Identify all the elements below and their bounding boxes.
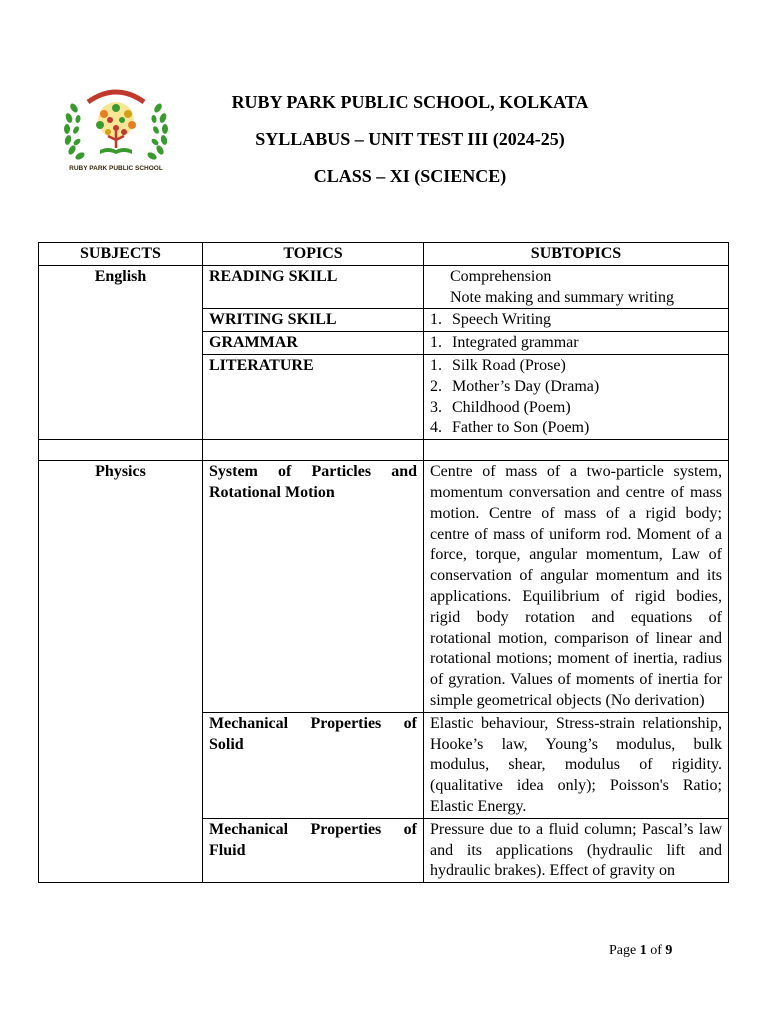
list-number: 1. (430, 311, 442, 329)
of-word: of (650, 943, 662, 958)
list-item: Note making and summary writing (450, 288, 674, 306)
subtopics-mechanical-properties-fluid: Pressure due to a fluid column; Pascal’s law and its applications (hydraulic lift and hydraulic brakes). Effect of gravity on (424, 818, 729, 882)
topic-mechanical-properties-solid: Mechanical Properties of Solid (203, 712, 424, 818)
list-text: Mother’s Day (Drama) (452, 377, 600, 395)
list-item: Comprehension (450, 267, 552, 285)
page-current: 1 (639, 943, 647, 958)
table-row (39, 461, 729, 713)
page-word: Page (609, 943, 637, 958)
list-item (430, 333, 722, 354)
school-name: RUBY PARK PUBLIC SCHOOL, KOLKATA (231, 92, 589, 112)
list-text: Speech Writing (452, 311, 552, 329)
list-text: Childhood (Poem) (452, 398, 571, 416)
empty-cell (203, 440, 424, 461)
list-item (430, 310, 722, 331)
subtopics-grammar (424, 332, 729, 355)
list-number: 1. (430, 334, 442, 352)
topic-grammar: GRAMMAR (203, 332, 424, 355)
list-item (430, 418, 722, 439)
header-subjects: SUBJECTS (39, 243, 203, 266)
school-logo (58, 80, 174, 180)
list-number: 2. (430, 377, 442, 395)
list-number: 1. (430, 356, 442, 374)
list-text: Integrated grammar (452, 334, 579, 352)
subtopics-rotational-motion: Centre of mass of a two-particle system, momentum conversation and centre of mass motion. Centre of mass of a rigid body; centre of mass of uniform rod. Moment of a force, torque, angular momentum, Law of conservation of angular momentum and its applications. Equilibrium of rigid bodies, rigid body rotation and equations of rotational motion, comparison of linear and rotational motions; moment of inertia, radius of gyration. Values of moments of inertia for simple geometrical objects (No derivation) (424, 461, 729, 713)
header-subtopics: SUBTOPICS (424, 243, 729, 266)
list-number: 3. (430, 398, 442, 416)
subject-english: English (39, 265, 203, 439)
logo-school-name: RUBY PARK PUBLIC SCHOOL (69, 165, 163, 172)
empty-cell (424, 440, 729, 461)
topic-literature: LITERATURE (203, 354, 424, 439)
list-item (430, 356, 722, 377)
list-text: Father to Son (Poem) (452, 419, 590, 437)
empty-row (39, 440, 729, 461)
topic-reading-skill: READING SKILL (203, 265, 424, 309)
list-number: 4. (430, 419, 442, 437)
topic-mechanical-properties-fluid: Mechanical Properties of Fluid (203, 818, 424, 882)
table-row (39, 265, 729, 309)
class-title: CLASS – XI (SCIENCE) (313, 166, 507, 186)
topic-writing-skill: WRITING SKILL (203, 309, 424, 332)
document-header (190, 92, 630, 203)
subject-physics: Physics (39, 461, 203, 883)
topic-rotational-motion: System of Particles and Rotational Motion (203, 461, 424, 713)
list-text: Silk Road (Prose) (452, 356, 566, 374)
header-topics: TOPICS (203, 243, 424, 266)
list-item (430, 377, 722, 398)
subtopics-mechanical-properties-solid: Elastic behaviour, Stress-strain relationship, Hooke’s law, Young’s modulus, bulk modulus, shear, modulus of rigidity. (qualitative idea only); Poisson's Ratio; Elastic Energy. (424, 712, 729, 818)
page-total: 9 (665, 943, 673, 958)
table-header-row (39, 243, 729, 266)
syllabus-table (38, 242, 729, 883)
syllabus-title: SYLLABUS – UNIT TEST III (2024-25) (255, 129, 565, 149)
list-item (430, 398, 722, 419)
subtopics-literature (424, 354, 729, 439)
page-number (609, 943, 672, 959)
empty-cell (39, 440, 203, 461)
subtopics-writing-skill (424, 309, 729, 332)
subtopics-reading-skill (424, 265, 729, 309)
